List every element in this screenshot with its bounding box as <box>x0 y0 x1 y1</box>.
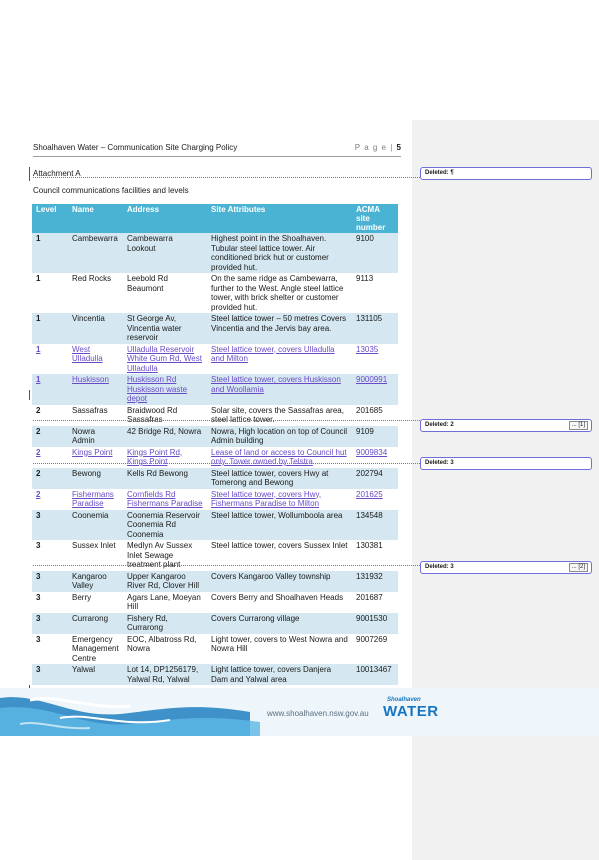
cell-attributes: Highest point in the Shoalhaven. Tubular steel lattice tower. Air conditioned brick hut or customer provided hut. <box>207 233 352 273</box>
cell-name: Bewong <box>68 468 123 489</box>
table-row <box>32 313 398 344</box>
cell-level: 1 <box>32 233 68 273</box>
facilities-table <box>32 204 398 685</box>
brand-logo-big: WATER <box>383 703 439 720</box>
cell-attributes: Steel lattice tower, Wollumboola area <box>207 510 352 541</box>
table-row <box>32 664 398 685</box>
cell-attributes: Covers Currarong village <box>207 613 352 634</box>
cell-name: West Ulladulla <box>68 344 123 375</box>
table-row <box>32 468 398 489</box>
cell-acma: 9007269 <box>352 634 398 665</box>
cell-name: Sassafras <box>68 405 123 426</box>
column-header: ACMA site number <box>352 204 398 233</box>
cell-level: 3 <box>32 664 68 685</box>
table-row <box>32 489 398 510</box>
cell-address: Lot 14, DP1256179, Yalwal Rd, Yalwal <box>123 664 207 685</box>
cell-address: Braidwood Rd Sassafras <box>123 405 207 426</box>
column-header: Level <box>32 204 68 233</box>
cell-attributes: Nowra, High location on top of Council Admin building <box>207 426 352 447</box>
cell-acma: 9100 <box>352 233 398 273</box>
comment-label: Deleted: 3 <box>425 564 454 570</box>
table-row <box>32 634 398 665</box>
cell-name: Kings Point <box>68 447 123 468</box>
page-indicator <box>355 143 401 152</box>
cell-name: Coonemia <box>68 510 123 541</box>
cell-level: 3 <box>32 592 68 613</box>
cell-attributes: Light tower, covers to West Nowra and Nowra Hill <box>207 634 352 665</box>
cell-acma: 201687 <box>352 592 398 613</box>
cell-address: Agars Lane, Moeyan Hill <box>123 592 207 613</box>
cell-acma: 201625 <box>352 489 398 510</box>
comment-balloon[interactable] <box>420 167 592 180</box>
cell-acma: 202794 <box>352 468 398 489</box>
cell-level: 2 <box>32 489 68 510</box>
table-row <box>32 426 398 447</box>
cell-acma: 131105 <box>352 313 398 344</box>
cell-level: 3 <box>32 510 68 541</box>
column-header: Site Attributes <box>207 204 352 233</box>
cell-address: Ulladulla Reservoir White Gum Rd, West Ulladulla <box>123 344 207 375</box>
cell-acma: 9000991 <box>352 374 398 405</box>
cell-level: 3 <box>32 613 68 634</box>
table-row <box>32 405 398 426</box>
cell-address: St George Av, Vincentia water reservoir <box>123 313 207 344</box>
page-header <box>33 143 401 157</box>
website-link[interactable]: www.shoalhaven.nsw.gov.au <box>267 709 369 718</box>
cell-name: Currarong <box>68 613 123 634</box>
table-row <box>32 510 398 541</box>
cell-name: Emergency Management Centre <box>68 634 123 665</box>
cell-address: Upper Kangaroo River Rd, Clover Hill <box>123 571 207 592</box>
cell-address: Coonemia Reservoir Coonemia Rd Coonemia <box>123 510 207 541</box>
comment-label: Deleted: ¶ <box>425 170 454 176</box>
comment-connector <box>33 177 420 178</box>
cell-attributes: Light lattice tower, covers Danjera Dam and Yalwal area <box>207 664 352 685</box>
cell-level: 3 <box>32 571 68 592</box>
comment-balloon[interactable] <box>420 561 592 574</box>
table-row <box>32 273 398 313</box>
cell-name: Huskisson <box>68 374 123 405</box>
cell-attributes: Steel lattice tower, covers Hwy, Fishermans Paradise to Milton <box>207 489 352 510</box>
cell-address: Huskisson Rd Huskisson waste depot <box>123 374 207 405</box>
header-title: Shoalhaven Water – Communication Site Charging Policy <box>33 143 238 152</box>
cell-level: 2 <box>32 426 68 447</box>
cell-acma: 10013467 <box>352 664 398 685</box>
expand-comment-button[interactable]: ... [2] <box>569 563 588 572</box>
cell-name: Fishermans Paradise <box>68 489 123 510</box>
cell-acma: 9001530 <box>352 613 398 634</box>
cell-attributes: Lease of land or access to Council hut only. Tower owned by Telstra <box>207 447 352 468</box>
cell-address: Kings Point Rd, Kings Point <box>123 447 207 468</box>
cell-name: Kangaroo Valley <box>68 571 123 592</box>
cell-address: Fishery Rd, Currarong <box>123 613 207 634</box>
cell-acma: 131932 <box>352 571 398 592</box>
cell-level: 2 <box>32 447 68 468</box>
table-body <box>32 233 398 685</box>
comment-balloon[interactable] <box>420 419 592 432</box>
cell-level: 2 <box>32 468 68 489</box>
cell-acma: 9109 <box>352 426 398 447</box>
cell-level: 2 <box>32 405 68 426</box>
table-caption: Council communications facilities and levels <box>33 186 189 195</box>
cell-level: 1 <box>32 313 68 344</box>
table-row <box>32 447 398 468</box>
comment-connector <box>33 565 420 566</box>
comment-connector <box>33 463 420 464</box>
table-row <box>32 344 398 375</box>
cell-attributes: Steel lattice tower – 50 metres Covers Vincentia and the Jervis bay area. <box>207 313 352 344</box>
comment-connector <box>33 420 420 421</box>
cell-acma: 9009834 <box>352 447 398 468</box>
column-header: Address <box>123 204 207 233</box>
cell-attributes: Steel lattice tower, covers Ulladulla and Milton <box>207 344 352 375</box>
text-cursor <box>29 167 30 181</box>
cell-name: Red Rocks <box>68 273 123 313</box>
cell-acma: 9113 <box>352 273 398 313</box>
cell-attributes: Solar site, covers the Sassafras area, steel lattice tower. <box>207 405 352 426</box>
cell-name: Nowra Admin <box>68 426 123 447</box>
cell-name: Vincentia <box>68 313 123 344</box>
cell-level: 3 <box>32 634 68 665</box>
cell-address: Cambewarra Lookout <box>123 233 207 273</box>
cell-level: 3 <box>32 540 68 571</box>
table-row <box>32 374 398 405</box>
table-row <box>32 571 398 592</box>
cell-attributes: Covers Kangaroo Valley township <box>207 571 352 592</box>
column-header: Name <box>68 204 123 233</box>
brand-logo-small: Shoalhaven <box>387 697 421 703</box>
cell-address: EOC, Albatross Rd, Nowra <box>123 634 207 665</box>
cell-name: Sussex Inlet <box>68 540 123 571</box>
cell-acma: 13035 <box>352 344 398 375</box>
table-row <box>32 233 398 273</box>
comment-balloon[interactable] <box>420 457 592 470</box>
cell-address: Kells Rd Bewong <box>123 468 207 489</box>
cell-level: 1 <box>32 344 68 375</box>
comment-label: Deleted: 2 <box>425 422 454 428</box>
page-number: 5 <box>396 143 401 152</box>
table-row <box>32 613 398 634</box>
cell-attributes: Steel lattice tower, covers Hwy at Tomerong and Bewong <box>207 468 352 489</box>
table-row <box>32 592 398 613</box>
cell-name: Yalwal <box>68 664 123 685</box>
markup-margin-pane <box>412 120 599 860</box>
comment-label: Deleted: 3 <box>425 460 454 466</box>
page-label: P a g e | <box>354 143 394 152</box>
cell-name: Berry <box>68 592 123 613</box>
cell-attributes: Steel lattice tower, covers Sussex Inlet <box>207 540 352 571</box>
header-divider <box>33 156 401 157</box>
cell-acma: 201685 <box>352 405 398 426</box>
cell-level: 1 <box>32 374 68 405</box>
cell-address: Cornfields Rd Fishermans Paradise <box>123 489 207 510</box>
page-footer <box>0 688 599 736</box>
cell-acma: 130381 <box>352 540 398 571</box>
cell-acma: 134548 <box>352 510 398 541</box>
cell-attributes: On the same ridge as Cambewarra, further to the West. Angle steel lattice tower, with brick shelter or customer provided hut. <box>207 273 352 313</box>
change-bar <box>29 390 30 400</box>
wave-graphic <box>0 688 260 736</box>
attachment-heading: Attachment A <box>33 169 81 178</box>
cell-address: 42 Bridge Rd, Nowra <box>123 426 207 447</box>
cell-address: Leebold Rd Beaumont <box>123 273 207 313</box>
table-header-row <box>32 204 398 233</box>
expand-comment-button[interactable]: ... [1] <box>569 421 588 430</box>
cell-level: 1 <box>32 273 68 313</box>
cell-name: Cambewarra <box>68 233 123 273</box>
cell-address: Medlyn Av Sussex Inlet Sewage treatment plant <box>123 540 207 571</box>
cell-attributes: Covers Berry and Shoalhaven Heads <box>207 592 352 613</box>
brand-logo <box>383 697 439 720</box>
cell-attributes: Steel lattice tower, covers Huskisson and Woollamia <box>207 374 352 405</box>
